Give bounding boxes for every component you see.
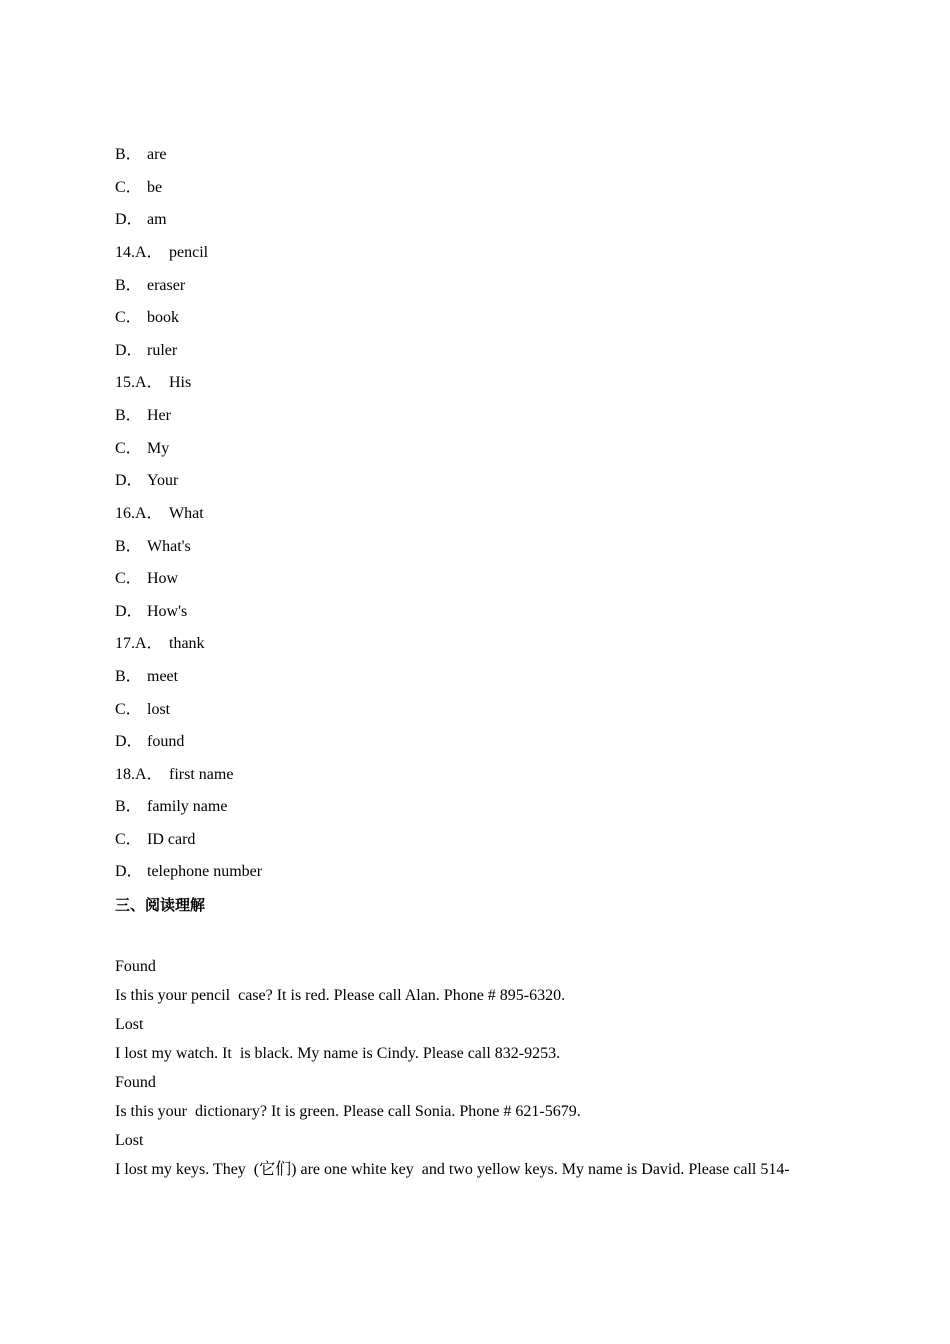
option-label: B．: [115, 538, 142, 555]
option-label: B．: [115, 277, 142, 294]
option-18-d: [115, 862, 262, 882]
option-15-a: [115, 373, 191, 393]
option-text: book: [147, 309, 179, 326]
option-18-c: [115, 830, 195, 850]
option-label: B．: [115, 407, 142, 424]
option-label: C．: [115, 570, 142, 587]
option-17-b: [115, 667, 178, 687]
option-text: ruler: [147, 342, 178, 359]
option-text: How's: [147, 603, 188, 620]
option-label: C．: [115, 831, 142, 848]
option-label: 17.A．: [115, 635, 163, 652]
option-label: 15.A．: [115, 374, 163, 391]
option-15-d: [115, 471, 178, 491]
notice-text: Is this your pencil case? It is red. Please call Alan. Phone # 895-6320.: [115, 987, 566, 1004]
option-text: found: [147, 733, 185, 750]
notice-text: I lost my watch. It is black. My name is Cindy. Please call 832-9253.: [115, 1045, 561, 1062]
option-text: family name: [147, 798, 228, 815]
notice-heading-found: Found: [115, 958, 156, 975]
option-18-b: [115, 797, 227, 817]
option-label: C．: [115, 440, 142, 457]
notice-heading-lost: Lost: [115, 1016, 144, 1033]
option-text: How: [147, 570, 179, 587]
option-text: My: [147, 440, 170, 457]
option-text: meet: [147, 668, 179, 685]
option-text: Her: [147, 407, 171, 424]
option-text: first name: [169, 766, 234, 783]
option-text: His: [169, 374, 192, 391]
option-label: 16.A．: [115, 505, 163, 522]
section-title: 三、阅读理解: [115, 896, 206, 914]
option-16-d: [115, 602, 187, 622]
option-label: 18.A．: [115, 766, 163, 783]
option-16-b: [115, 537, 191, 557]
option-13-b: [115, 145, 167, 165]
option-text: thank: [169, 635, 205, 652]
option-label: B．: [115, 146, 142, 163]
option-18-a: [115, 765, 233, 785]
option-label: D．: [115, 603, 143, 620]
option-14-b: [115, 276, 185, 296]
notice-heading-lost: Lost: [115, 1132, 144, 1149]
option-label: D．: [115, 472, 143, 489]
option-label: C．: [115, 309, 142, 326]
option-label: D．: [115, 342, 143, 359]
option-17-c: [115, 700, 170, 720]
option-label: D．: [115, 733, 143, 750]
option-text: What's: [147, 538, 191, 555]
option-17-a: [115, 634, 205, 654]
notice-text: Is this your dictionary? It is green. Please call Sonia. Phone # 621-5679.: [115, 1103, 581, 1120]
option-text: What: [169, 505, 204, 522]
option-text: am: [147, 211, 167, 228]
option-label: C．: [115, 701, 142, 718]
option-16-c: [115, 569, 178, 589]
option-15-c: [115, 439, 169, 459]
option-text: Your: [147, 472, 179, 489]
option-14-c: [115, 308, 179, 328]
option-label: D．: [115, 863, 143, 880]
option-text: be: [147, 179, 163, 196]
notice-heading-found: Found: [115, 1074, 156, 1091]
option-text: eraser: [147, 277, 186, 294]
notice-text: I lost my keys. They (它们) are one white key and two yellow keys. My name is David. Please call 514-: [115, 1161, 790, 1178]
option-14-d: [115, 341, 177, 361]
option-text: are: [147, 146, 167, 163]
option-14-a: [115, 243, 208, 263]
option-13-d: [115, 210, 167, 230]
option-label: 14.A．: [115, 244, 163, 261]
option-text: ID card: [147, 831, 196, 848]
option-label: B．: [115, 798, 142, 815]
option-13-c: [115, 178, 162, 198]
option-label: C．: [115, 179, 142, 196]
option-text: pencil: [169, 244, 209, 261]
option-16-a: [115, 504, 204, 524]
option-label: B．: [115, 668, 142, 685]
option-17-d: [115, 732, 184, 752]
option-text: lost: [147, 701, 171, 718]
option-text: telephone number: [147, 863, 263, 880]
option-15-b: [115, 406, 171, 426]
option-label: D．: [115, 211, 143, 228]
